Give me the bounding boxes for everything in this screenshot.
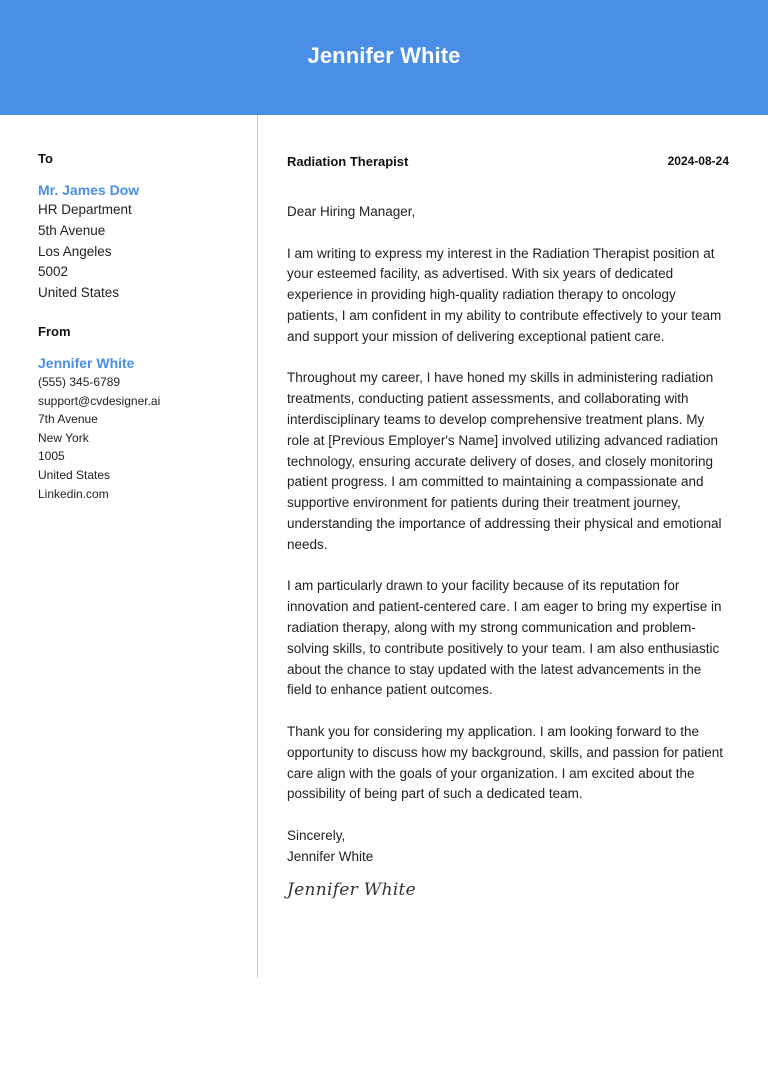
address-column <box>38 150 243 503</box>
sender-postal-code: 1005 <box>38 449 65 464</box>
sender-phone: (555) 345-6789 <box>38 374 121 389</box>
to-label: To <box>38 151 53 166</box>
recipient-address <box>38 200 243 304</box>
recipient-department: HR Department <box>38 202 132 217</box>
header-name: Jennifer White <box>307 43 461 68</box>
signer-name: Jennifer White <box>287 848 374 864</box>
from-label: From <box>38 323 71 339</box>
sender-contact <box>38 373 243 503</box>
sender-street: 7th Avenue <box>38 412 98 427</box>
column-divider <box>257 115 258 978</box>
letter-date: 2024-08-24 <box>667 154 729 168</box>
letter-header-row <box>287 150 729 172</box>
sender-name: Jennifer White <box>38 354 135 371</box>
closing: Sincerely, <box>287 827 346 843</box>
body-paragraph: I am particularly drawn to your facility because of its reputation for innovation and patient-centered care. I am eager to bring my expertise in radiation therapy, along with my strong communication and problem-solving skills, to contribute positively to your team. I am also enthusiastic about the chance to stay updated with the latest advancements in the field to enhance patient outcomes. <box>287 578 722 698</box>
sender-email: support@cvdesigner.ai <box>38 393 161 408</box>
position-title: Radiation Therapist <box>287 154 409 169</box>
recipient-postal-code: 5002 <box>38 264 69 280</box>
greeting: Dear Hiring Manager, <box>287 204 416 219</box>
body-paragraph: Thank you for considering my application. I am looking forward to the opportunity to discuss how my background, skills, and passion for patient care align with the goals of your organization. I am excited about the possibility of being part of such a dedicated team. <box>287 723 723 802</box>
body-paragraph: I am writing to express my interest in the Radiation Therapist position at your esteemed facility, as advertised. With six years of dedicated experience in providing high-quality radiation therapy to oncology patients, I am confident in my ability to contribute effectively to your team and support your mission of delivering exceptional patient care. <box>287 245 722 344</box>
recipient-name: Mr. James Dow <box>38 182 140 198</box>
recipient-country: United States <box>38 285 120 301</box>
header-banner <box>0 0 768 115</box>
recipient-city: Los Angeles <box>38 243 112 259</box>
letter-column <box>287 150 729 900</box>
letter-body <box>287 202 729 900</box>
sender-linkedin: Linkedin.com <box>38 486 109 501</box>
sender-country: United States <box>38 467 111 482</box>
signature: Jennifer White <box>287 879 417 900</box>
recipient-street: 5th Avenue <box>38 222 106 238</box>
body-paragraph: Throughout my career, I have honed my skills in administering radiation treatments, conducting patient assessments, and collaborating with interdisciplinary teams to develop comprehensive treatment plans. My role at [Previous Employer's Name] involved utilizing advanced radiation technology, ensuring accurate delivery of doses, and closely monitoring patient progress. I am committed to maintaining a compassionate and supportive environment for patients during their treatment journey, understanding the importance of addressing their physical and emotional needs. <box>287 370 722 552</box>
sender-city: New York <box>38 430 89 445</box>
